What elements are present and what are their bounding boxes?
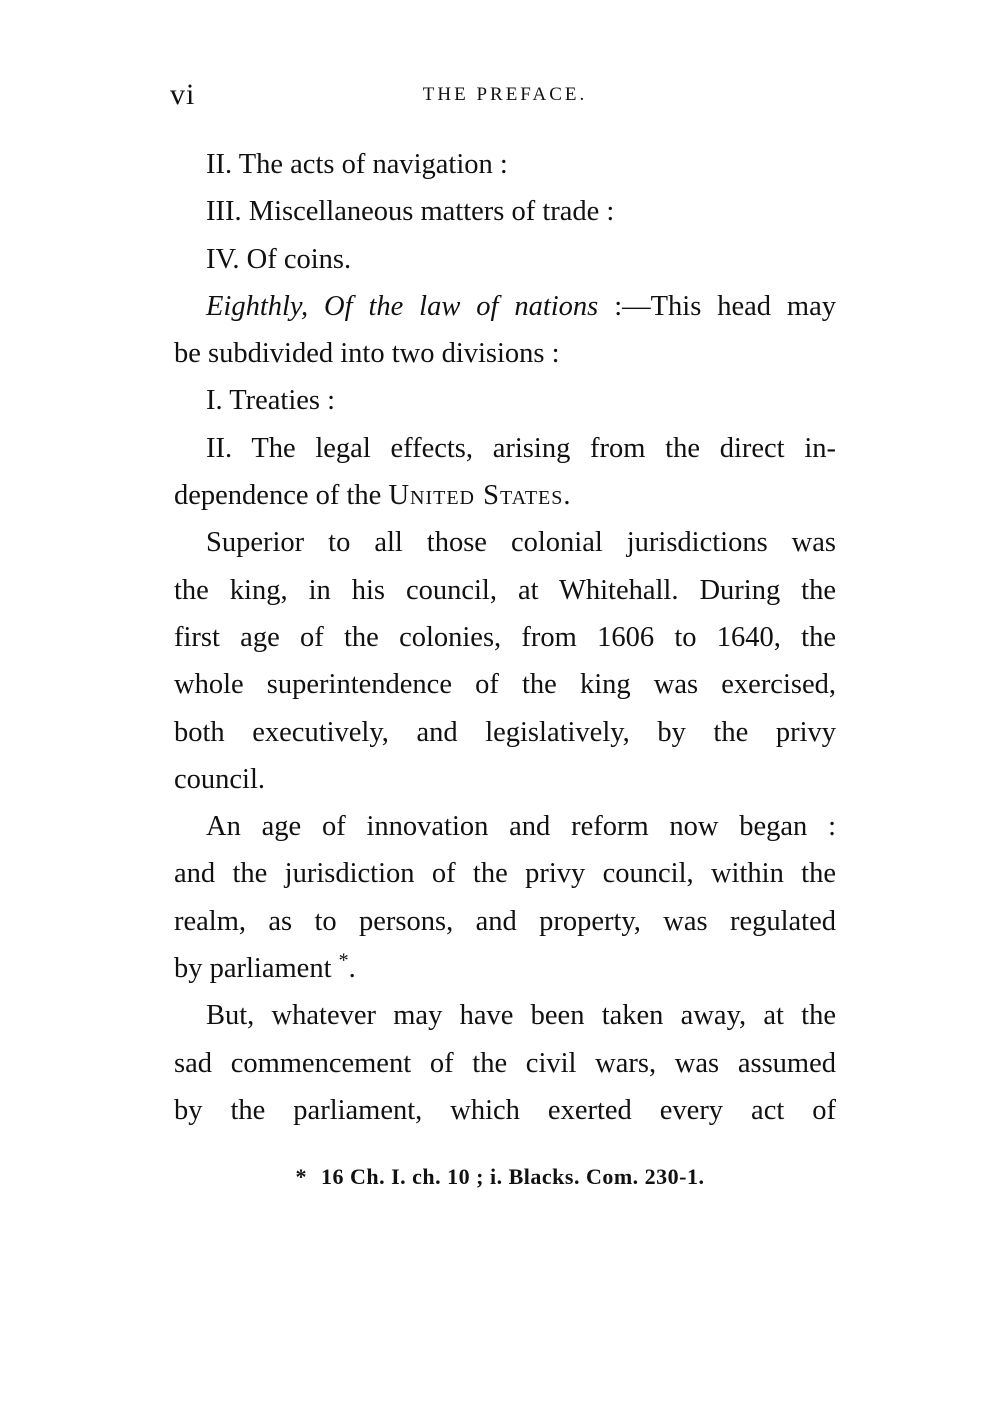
text-line: be subdivided into two divisions : [174,338,560,370]
text-line: III. Miscellaneous matters of trade : [206,196,615,228]
text-line: first age of the colonies, from 1606 to 1640, the [174,621,836,653]
text-fragment: :—This head may [598,290,836,322]
text-fragment: dependence of the [174,480,389,512]
page-header [170,78,840,110]
text-line: the king, in his council, at Whitehall. During the [174,574,836,606]
text-line: I. Treaties : [206,385,336,417]
text-fragment: by parliament [174,953,332,985]
footnote-mark: * [295,1164,307,1189]
text-line: An age of innovation and reform now began : [206,811,836,843]
text-line: and the jurisdiction of the privy council, within the [174,858,836,890]
footnote [0,1164,1000,1190]
text-line: But, whatever may have been taken away, at the [206,1000,836,1032]
text-line [174,283,836,330]
italic-heading: Eighthly, Of the law of nations [206,290,599,322]
text-line: II. The legal effects, arising from the direct in- [206,432,836,464]
running-head: THE PREFACE. [422,84,588,105]
text-line: Superior to all those colonial jurisdictions was [206,527,836,559]
text-line: IV. Of coins. [206,243,352,275]
text-line: whole superintendence of the king was exercised, [174,669,836,701]
footnote-reference: * [338,949,349,972]
text-line [174,945,836,992]
text-line: council. [174,763,266,795]
text-line: II. The acts of navigation : [206,149,508,180]
text-fragment: . [348,953,356,985]
text-line: by the parliament, which exerted every act of [174,1094,836,1126]
footnote-text: 16 Ch. I. ch. 10 ; i. Blacks. Com. 230-1. [320,1164,705,1189]
small-caps-text: United States [388,480,564,512]
body-text [174,141,836,1134]
text-fragment: . [563,480,571,512]
page-number: vi [170,78,196,111]
text-line: realm, as to persons, and property, was regulated [174,905,836,937]
text-line: sad commencement of the civil wars, was assumed [174,1047,836,1079]
text-line [174,472,836,519]
text-line: both executively, and legislatively, by the privy [174,716,836,748]
